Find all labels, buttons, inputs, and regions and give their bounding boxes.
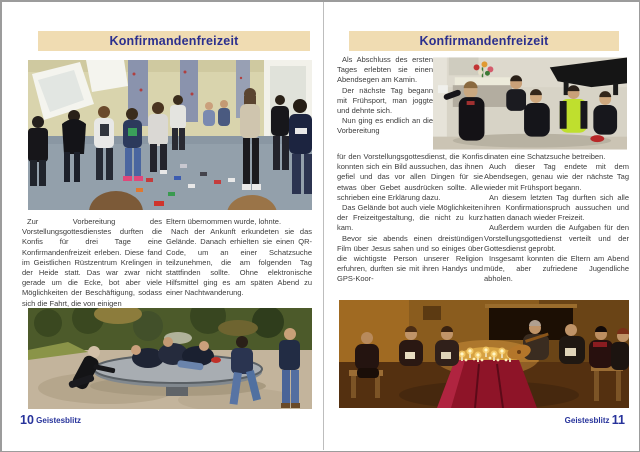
left-footer-label: Geistesblitz xyxy=(36,416,82,425)
photo-candle-evening xyxy=(339,300,629,408)
left-page-footer xyxy=(20,413,81,427)
paragraph: dinaten eine Schatzsuche betreiben. xyxy=(484,152,606,161)
right-page-footer xyxy=(565,413,625,427)
paragraph: An diesem letzten Tag durften sich alle ihren Konfirmationspruch aussuchen und hatten danach wieder Freizeit. xyxy=(484,192,629,223)
paragraph: Als Abschluss des ersten Tages erlebten sie einen Abendsegen am Kamin. xyxy=(337,55,433,85)
photo-candle-evening-art xyxy=(339,300,629,408)
right-page-number: 11 xyxy=(611,413,625,427)
photo-roundabout xyxy=(28,308,312,409)
left-page-number: 10 xyxy=(20,413,34,427)
paragraph: Eltern übernommen wurde, lohnte. xyxy=(166,217,282,226)
page-10 xyxy=(2,2,324,450)
photo-roundabout-art xyxy=(28,308,312,409)
photo-circle-game-art xyxy=(28,60,312,210)
paragraph: für den Vorstellungsgottesdienst, die Konfis konnten sich ein Bild aussuchen, das ihnen gefiel und das vor allen Dingen für sie etwas über Gebet ausdrücken sollte. Alle schrieben eine Erklärung dazu. xyxy=(337,152,483,202)
photo-group-piano-art xyxy=(433,57,627,150)
paragraph: Außerdem wurden die Aufgaben für den Vorstellungsgottedienst verteilt und der Gottesdienst geprobt. xyxy=(484,223,629,253)
page-title xyxy=(38,31,310,51)
right-page-column-2 xyxy=(484,152,629,299)
page-title-text: Konfirmandenfreizeit xyxy=(419,34,549,48)
left-page-column-2 xyxy=(166,217,312,309)
paragraph: Auch dieser Tag endete mit dem Abendsegen, genau wie der nächste Tag wieder mit Frühsport begann. xyxy=(484,162,629,192)
page-title-text: Konfirmandenfreizeit xyxy=(109,34,239,48)
paragraph: Nach der Ankunft erkundeten sie das Gelände. Danach erhielten sie einen QR-Code, um an einer Schatzsuche teilzunehmen, die am folgenden Tag stattfinden sollte. Ohne elektronische Hilfsmittel ging es am späten Abend zu einer Nachtwanderung. xyxy=(166,227,312,298)
right-page-intro-column xyxy=(337,55,433,151)
page-title xyxy=(349,31,619,51)
paragraph: Nun ging es endlich an die Vorbereitung xyxy=(337,116,433,136)
right-footer-label: Geistesblitz xyxy=(564,416,610,425)
right-page-column-1 xyxy=(337,152,483,295)
page-11 xyxy=(324,2,639,450)
paragraph: Insgesamt konnten die Eltern am Abend müde, aber zufriedene Jugendliche abholen. xyxy=(484,254,629,284)
left-page-column-1 xyxy=(22,217,162,313)
paragraph: Das Gelände bot auch viele Möglichkeiten der Freizeitgestaltung, die nicht zu kurz kam. xyxy=(337,203,483,233)
photo-circle-game xyxy=(28,60,312,210)
paragraph: Bevor sie abends einen dreistündigen Film über Jesus sahen und so einiges über die wichtigste Person unserer Religion erfuhren, durften sie mit ihren Handys und GPS-Koor- xyxy=(337,233,483,284)
paragraph: Zur Vorbereitung des Vorstellungsgottesdienstes durften die Konfis für drei Tage eine Konfirmandenfreizeit erleben. Diese fand im Geistlichen Rüstzentrum Krelingen in der Heide statt. Das war zwar nicht gerade um die Ecke, bot aber viele Möglichkeiten der Beschäftigung, sodass sich die Fahrt, die von einigen xyxy=(22,217,162,308)
paragraph: Der nächste Tag begann mit Frühsport, man joggte und dehnte sich. xyxy=(337,85,433,116)
photo-group-piano xyxy=(433,57,627,150)
